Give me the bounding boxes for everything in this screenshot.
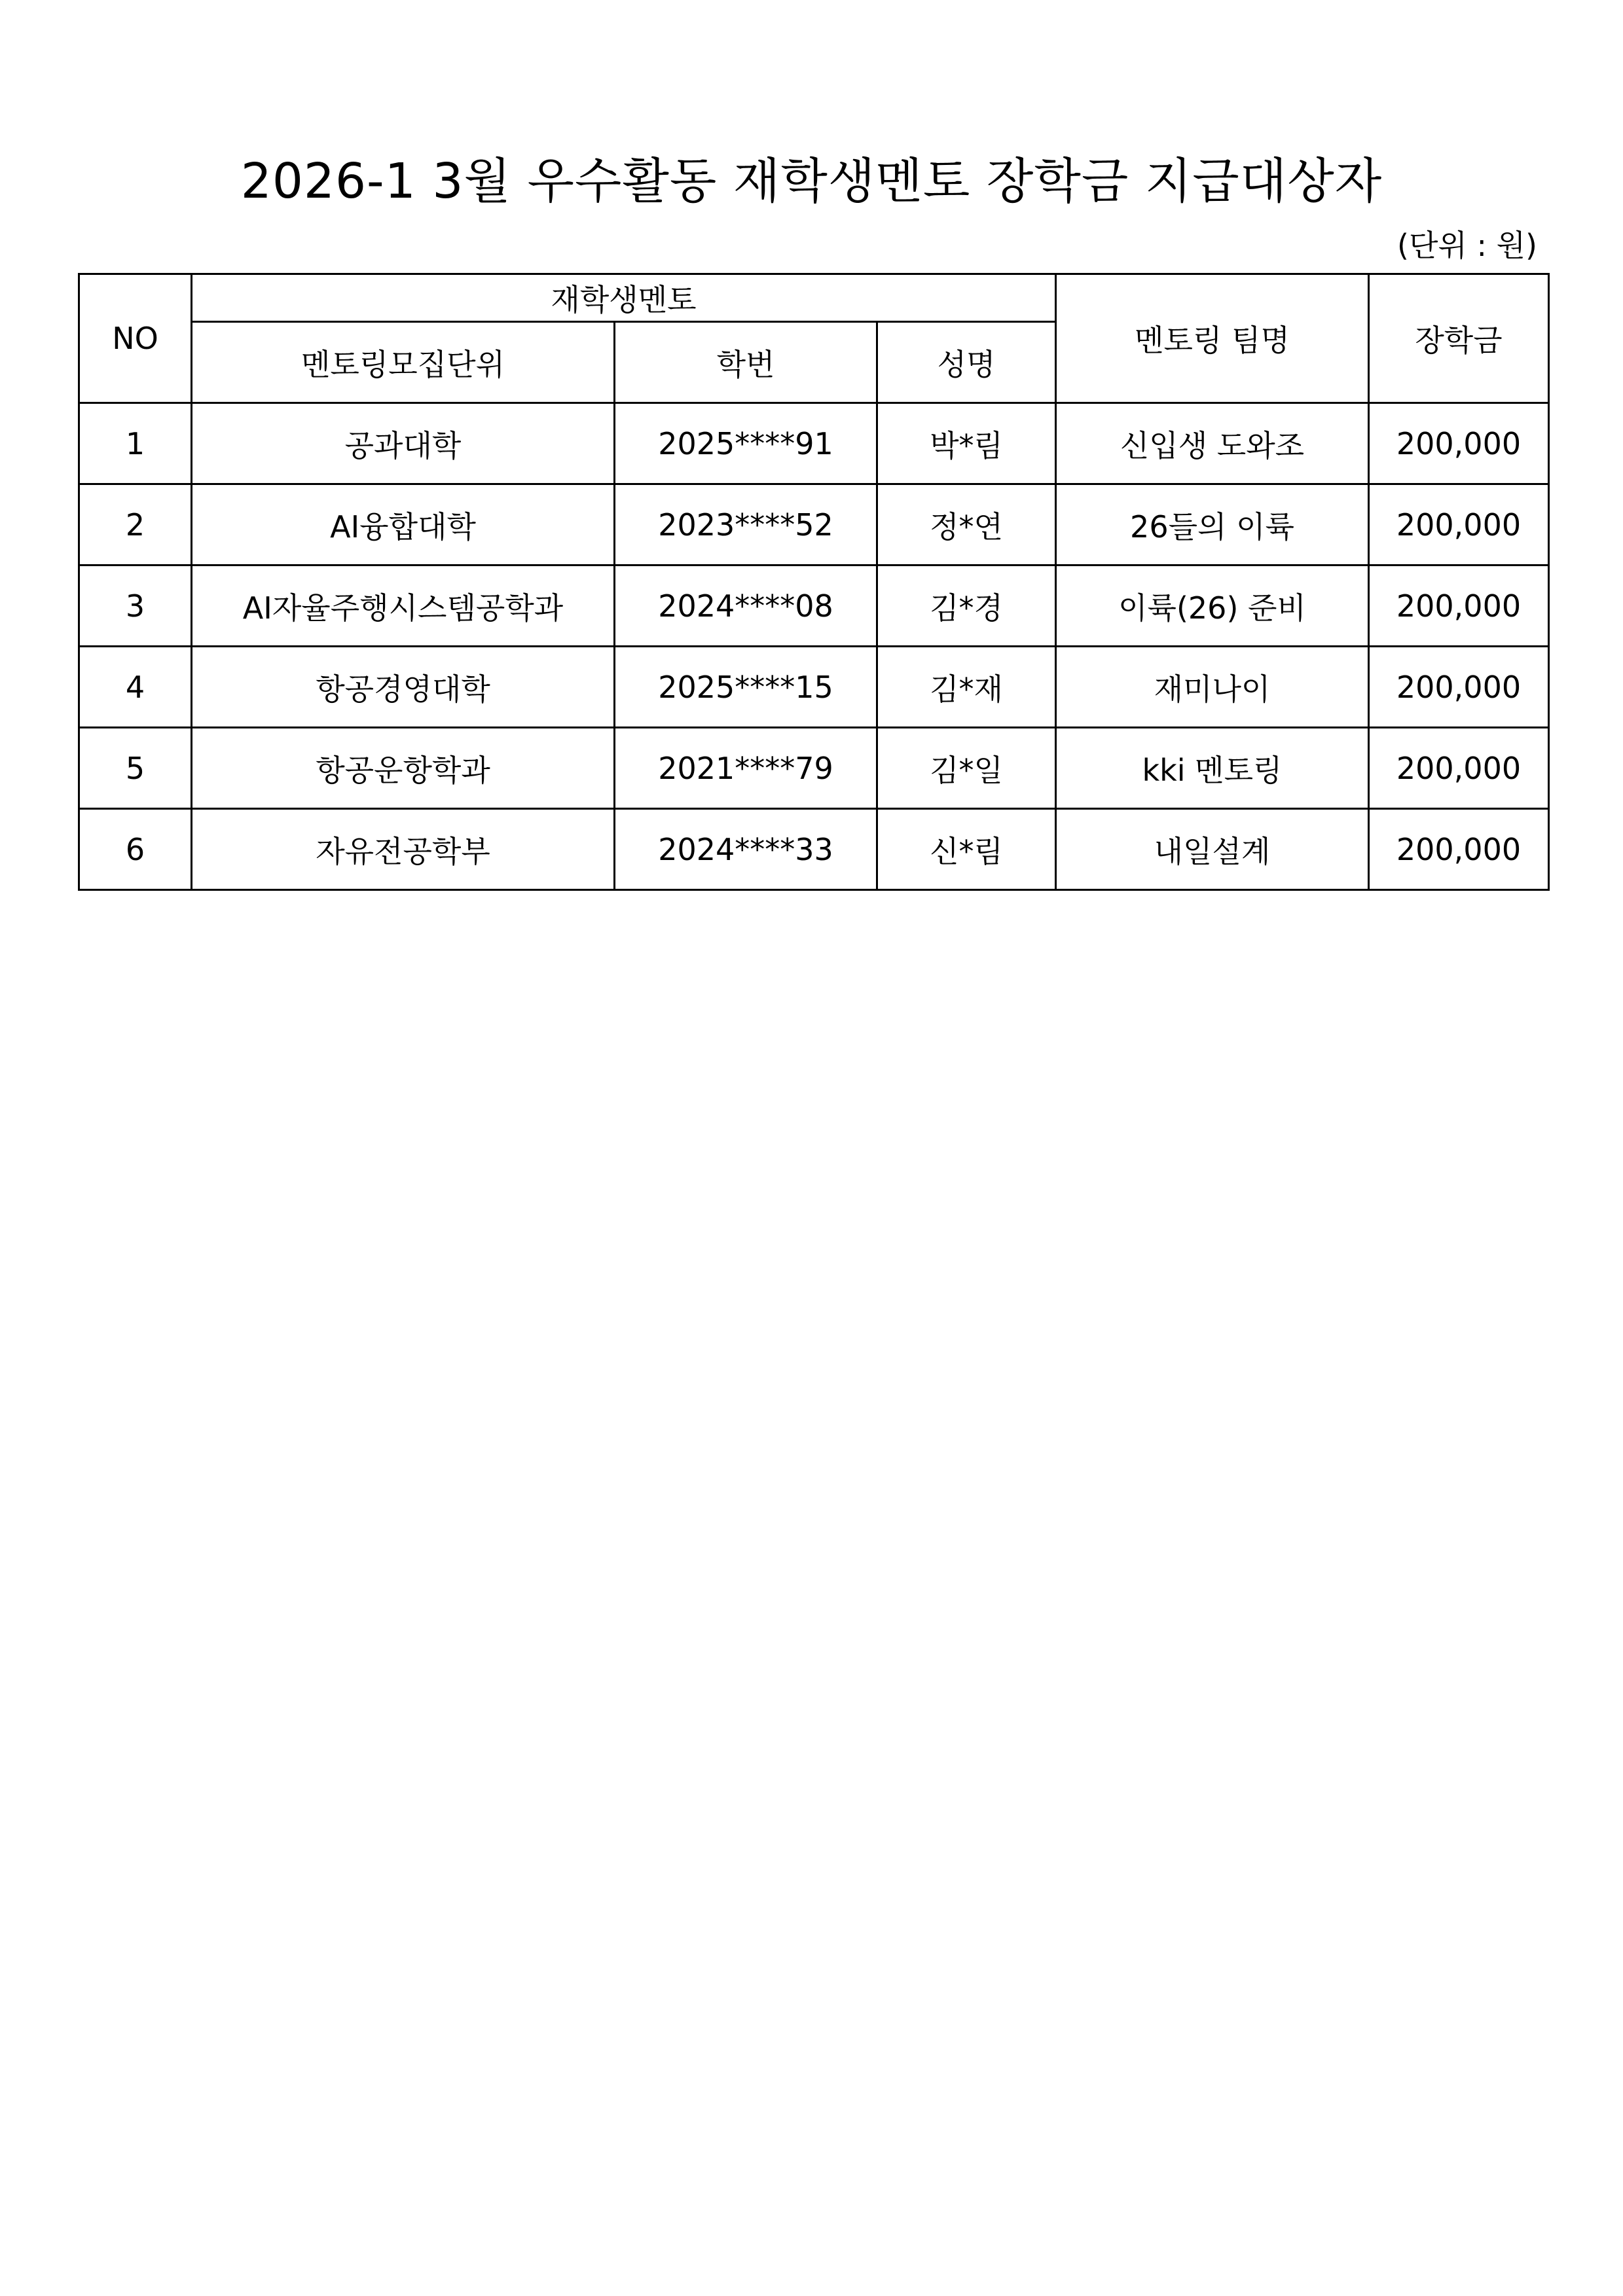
cell-student-id: 2024****33	[615, 809, 877, 890]
header-recruit-unit: 멘토링모집단위	[192, 322, 615, 403]
cell-student-id: 2021****79	[615, 728, 877, 809]
cell-no: 4	[79, 647, 192, 728]
cell-amount: 200,000	[1369, 565, 1549, 647]
cell-team: 신입생 도와조	[1056, 403, 1369, 484]
unit-note: (단위 : 원)	[1397, 228, 1537, 263]
cell-team: 내일설계	[1056, 809, 1369, 890]
cell-unit: AI자율주행시스템공학과	[192, 565, 615, 647]
cell-amount: 200,000	[1369, 809, 1549, 890]
table-row	[79, 647, 1549, 728]
cell-no: 6	[79, 809, 192, 890]
table-row	[79, 484, 1549, 565]
table-row	[79, 565, 1549, 647]
cell-no: 2	[79, 484, 192, 565]
cell-unit: 공과대학	[192, 403, 615, 484]
header-row-top	[79, 274, 1549, 322]
cell-team: 재미나이	[1056, 647, 1369, 728]
cell-unit: 항공운항학과	[192, 728, 615, 809]
cell-name: 김*재	[877, 647, 1056, 728]
cell-name: 박*림	[877, 403, 1056, 484]
cell-amount: 200,000	[1369, 403, 1549, 484]
header-team-name: 멘토링 팀명	[1056, 274, 1369, 403]
table-row	[79, 728, 1549, 809]
cell-name: 신*림	[877, 809, 1056, 890]
cell-name: 김*일	[877, 728, 1056, 809]
cell-no: 1	[79, 403, 192, 484]
cell-team: 이륙(26) 준비	[1056, 565, 1369, 647]
header-no: NO	[79, 274, 192, 403]
cell-amount: 200,000	[1369, 647, 1549, 728]
cell-unit: 항공경영대학	[192, 647, 615, 728]
cell-team: kki 멘토링	[1056, 728, 1369, 809]
cell-no: 5	[79, 728, 192, 809]
cell-unit: AI융합대학	[192, 484, 615, 565]
header-group-mentor: 재학생멘토	[192, 274, 1056, 322]
cell-name: 정*연	[877, 484, 1056, 565]
scholarship-table	[78, 273, 1550, 891]
cell-team: 26들의 이륙	[1056, 484, 1369, 565]
cell-no: 3	[79, 565, 192, 647]
page-title: 2026-1 3월 우수활동 재학생멘토 장학금 지급대상자	[240, 153, 1383, 209]
cell-student-id: 2023****52	[615, 484, 877, 565]
cell-unit: 자유전공학부	[192, 809, 615, 890]
cell-student-id: 2025****91	[615, 403, 877, 484]
header-scholarship: 장학금	[1369, 274, 1549, 403]
cell-amount: 200,000	[1369, 484, 1549, 565]
header-student-id: 학번	[615, 322, 877, 403]
cell-student-id: 2025****15	[615, 647, 877, 728]
cell-amount: 200,000	[1369, 728, 1549, 809]
cell-name: 김*경	[877, 565, 1056, 647]
header-name: 성명	[877, 322, 1056, 403]
table-row	[79, 809, 1549, 890]
cell-student-id: 2024****08	[615, 565, 877, 647]
table-row	[79, 403, 1549, 484]
